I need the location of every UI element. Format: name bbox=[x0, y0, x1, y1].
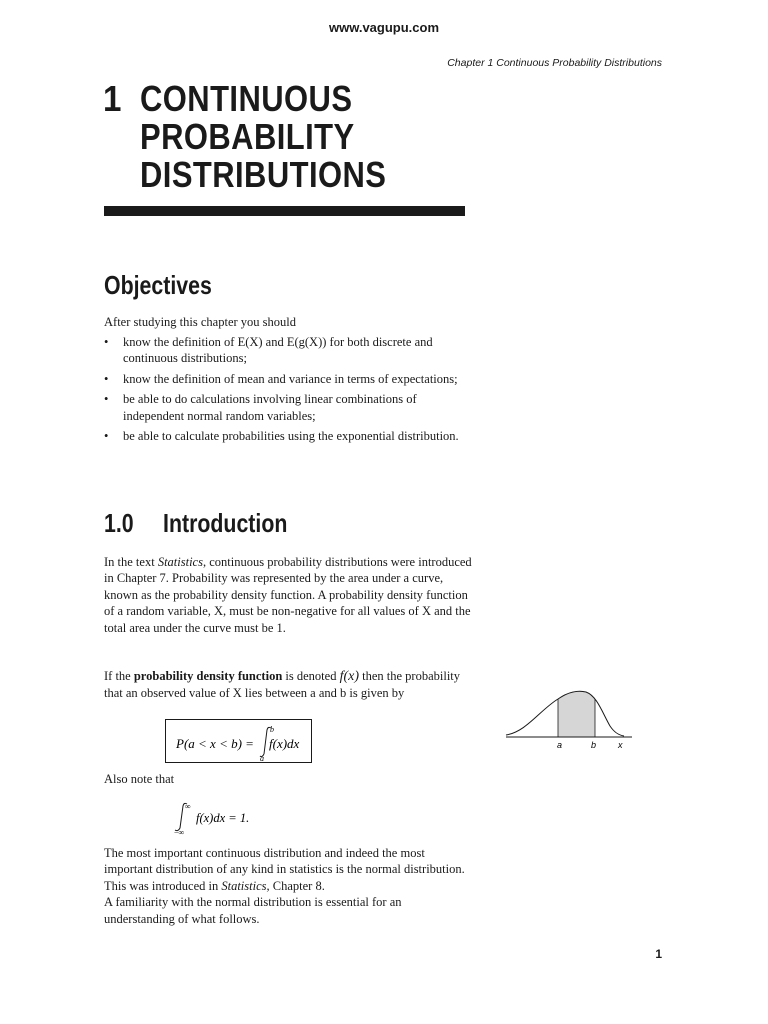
formula2-lower-limit: −∞ bbox=[174, 828, 185, 836]
probability-formula bbox=[166, 720, 313, 764]
objectives-heading: Objectives bbox=[104, 270, 212, 300]
objectives-list bbox=[104, 334, 474, 448]
label-a: a bbox=[557, 740, 563, 750]
formula-lower-limit: a bbox=[260, 754, 264, 763]
running-head: Chapter 1 Continuous Probability Distributions bbox=[447, 57, 662, 69]
label-b: b bbox=[591, 740, 597, 750]
probability-formula-box bbox=[165, 719, 312, 763]
objective-item: • be able to calculate probabilities using the exponential distribution. bbox=[104, 428, 474, 444]
label-x: x bbox=[618, 740, 623, 750]
section-number: 1.0 bbox=[104, 508, 134, 538]
title-rule bbox=[104, 206, 465, 216]
shaded-area-a-b bbox=[558, 691, 595, 737]
chapter-title-line: CONTINUOUS bbox=[140, 78, 353, 119]
formula2-body: f(x)dx = 1. bbox=[196, 811, 250, 825]
objective-item: • be able to do calculations involving linear combinations of independent normal random variables; bbox=[104, 391, 474, 424]
introduction-heading bbox=[104, 508, 287, 539]
formula2-upper-limit: ∞ bbox=[185, 802, 191, 811]
intro-paragraph-1: In the text Statistics, continuous probability distributions were introduced in Chapter 7. Probability was represented by the area under a curve, known as the probability density function. A probability density function of a random variable, X, must be non-negative for all values of X and the total area under the curve must be 1. bbox=[104, 555, 472, 635]
intro-paragraph-2: If the probability density function is denoted f(x) then the probability that an observed value of X lies between a and b is given by bbox=[104, 669, 461, 701]
chapter-number: 1 bbox=[103, 78, 122, 119]
objectives-lead: After studying this chapter you should bbox=[104, 315, 296, 329]
objective-item: • know the definition of E(X) and E(g(X)) for both discrete and continuous distributions; bbox=[104, 334, 474, 367]
normalization-formula bbox=[168, 800, 278, 836]
section-title: Introduction bbox=[163, 508, 288, 538]
formula-upper-limit: b bbox=[270, 725, 274, 734]
density-curve-graph bbox=[500, 682, 640, 752]
chapter-title-line: DISTRIBUTIONS bbox=[140, 154, 387, 195]
page-number: 1 bbox=[655, 947, 662, 961]
chapter-title-line: PROBABILITY bbox=[140, 116, 355, 157]
also-note: Also note that bbox=[104, 772, 175, 786]
formula-integrand: f(x)dx bbox=[269, 736, 300, 751]
site-url: www.vagupu.com bbox=[328, 20, 440, 35]
objective-item: • know the definition of mean and variance in terms of expectations; bbox=[104, 371, 474, 387]
intro-paragraph-3: The most important continuous distribution and indeed the most important distribution of any kind in statistics is the normal distribution. This was introduced in Statistics, Chapter 8. A familiarity with the normal distribution is essential for an understanding of what follows. bbox=[104, 846, 465, 926]
formula-lhs: P(a < x < b) = bbox=[176, 736, 254, 751]
chapter-title bbox=[140, 80, 386, 194]
